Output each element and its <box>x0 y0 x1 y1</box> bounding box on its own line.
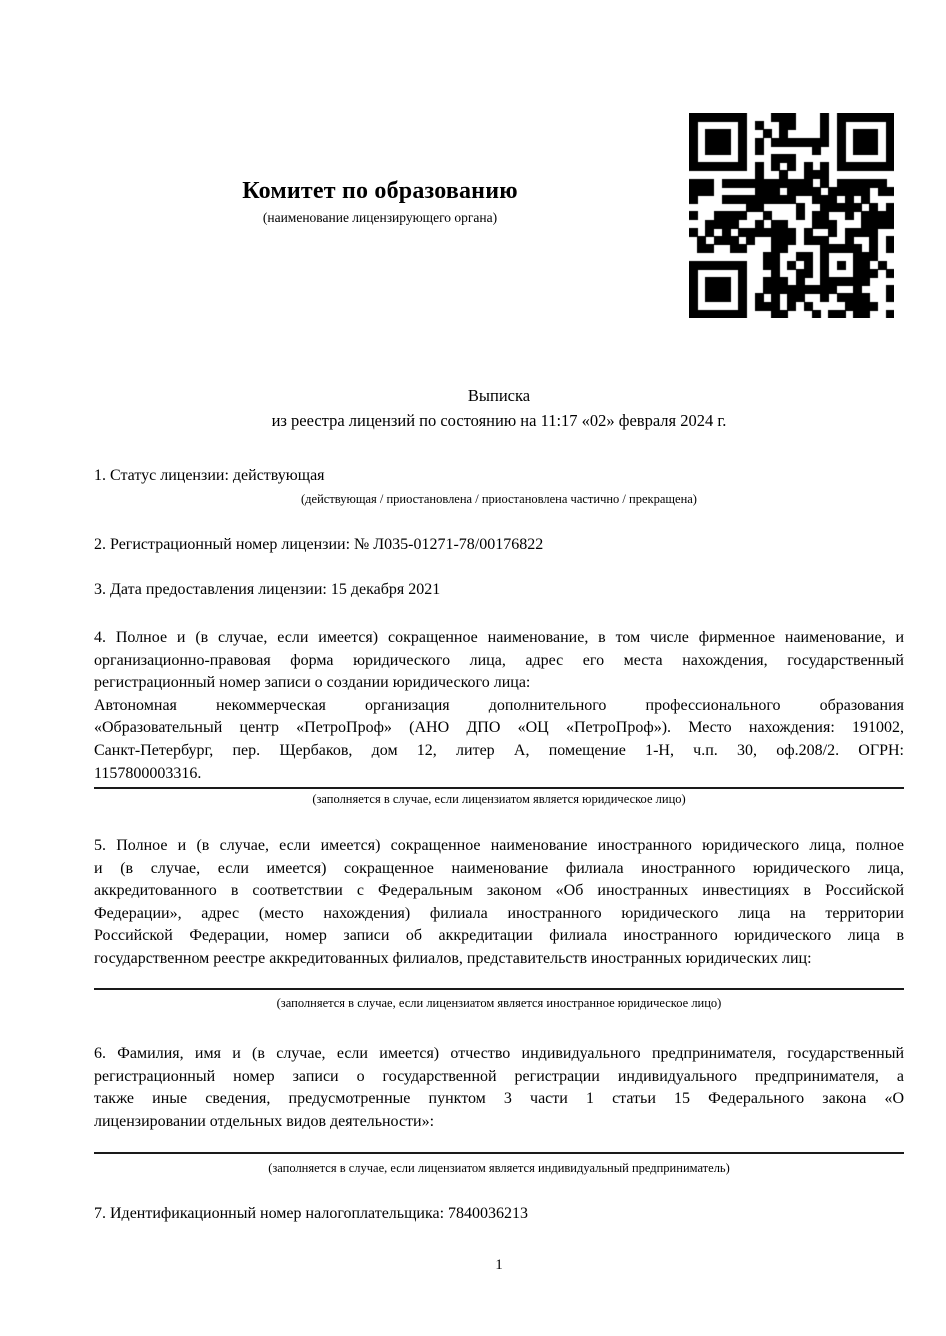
paragraph-line: Автономная некоммерческая организация дополнительного профессионального образования <box>94 696 904 714</box>
paragraph-line: государственном реестре аккредитованных филиалов, представительств иностранных юридических лиц: <box>94 949 812 967</box>
item-3-license-date: 3. Дата предоставления лицензии: 15 декабря 2021 <box>94 581 441 598</box>
paragraph-line: 1157800003316. <box>94 764 202 782</box>
item-7-taxpayer-number: 7. Идентификационный номер налогоплательщика: 7840036213 <box>94 1205 529 1222</box>
paragraph-line: также иные сведения, предусмотренные пунктом 3 части 1 статьи 15 Федерального закона «О <box>94 1090 904 1108</box>
document-title <box>94 383 904 433</box>
document-title-line2: из реестра лицензий по состоянию на 11:17 «02» февраля 2024 г. <box>271 411 727 430</box>
page-number: 1 <box>495 1257 503 1273</box>
item-2-registration-number: 2. Регистрационный номер лицензии: № Л035-01271-78/00176822 <box>94 536 544 553</box>
paragraph-line: «Образовательный центр «ПетроПроф» (АНО ДПО «ОЦ «ПетроПроф»). Место нахождения: 191002, <box>94 719 904 737</box>
paragraph-line: Российской Федерации, номер записи об аккредитации филиала иностранного юридического лица в <box>94 927 904 945</box>
paragraph-line: 6. Фамилия, имя и (в случае, если имеется) отчество индивидуального предпринимателя, государственный <box>94 1045 904 1062</box>
paragraph-line: Санкт-Петербург, пер. Щербаков, дом 12, литер А, помещение 1-Н, ч.п. 30, оф.208/2. ОГРН: <box>94 741 904 759</box>
licensing-organ-block <box>94 178 666 226</box>
paragraph-line: организационно-правовая форма юридического лица, адрес его места нахождения, государственный <box>94 651 904 669</box>
document-title-line1: Выписка <box>467 386 531 405</box>
paragraph-line: лицензировании отдельных видов деятельности»: <box>94 1112 435 1130</box>
item-6-fill-line <box>94 1152 904 1154</box>
item-4-legal-entity-paragraph <box>94 627 904 785</box>
paragraph-line: и (в случае, если имеется) сокращенное наименование филиала иностранного юридического лица, <box>94 859 904 877</box>
paragraph-line: аккредитованного в соответствии с Федеральным законом «Об иностранных инвестициях в Российской <box>94 882 904 900</box>
item-6-caption: (заполняется в случае, если лицензиатом является индивидуальный предприниматель) <box>268 1161 730 1175</box>
licensing-organ-caption: (наименование лицензирующего органа) <box>262 210 498 225</box>
paragraph-line: 4. Полное и (в случае, если имеется) сокращенное наименование, в том числе фирменное наименование, и <box>94 629 904 646</box>
item-4-fill-line <box>94 787 904 789</box>
paragraph-line: Федерации», адрес (место нахождения) филиала иностранного юридического лица на территории <box>94 904 904 922</box>
item-1-caption: (действующая / приостановлена / приостановлена частично / прекращена) <box>301 492 697 506</box>
paragraph-line: 5. Полное и (в случае, если имеется) сокращенное наименование иностранного юридического лица, полное <box>94 837 904 854</box>
licensing-organ-name: Комитет по образованию <box>242 178 518 204</box>
item-4-caption: (заполняется в случае, если лицензиатом является юридическое лицо) <box>312 792 686 806</box>
item-5-fill-line <box>94 988 904 990</box>
item-6-entrepreneur-paragraph <box>94 1043 904 1133</box>
item-1-license-status: 1. Статус лицензии: действующая <box>94 467 325 484</box>
item-5-caption: (заполняется в случае, если лицензиатом является иностранное юридическое лицо) <box>276 996 722 1010</box>
item-5-foreign-entity-paragraph <box>94 835 904 971</box>
qr-code-icon <box>689 113 894 318</box>
paragraph-line: регистрационный номер записи о создании юридического лица: <box>94 674 531 692</box>
paragraph-line: регистрационный номер записи о государственной регистрации индивидуального предпринимателя, а <box>94 1067 904 1085</box>
